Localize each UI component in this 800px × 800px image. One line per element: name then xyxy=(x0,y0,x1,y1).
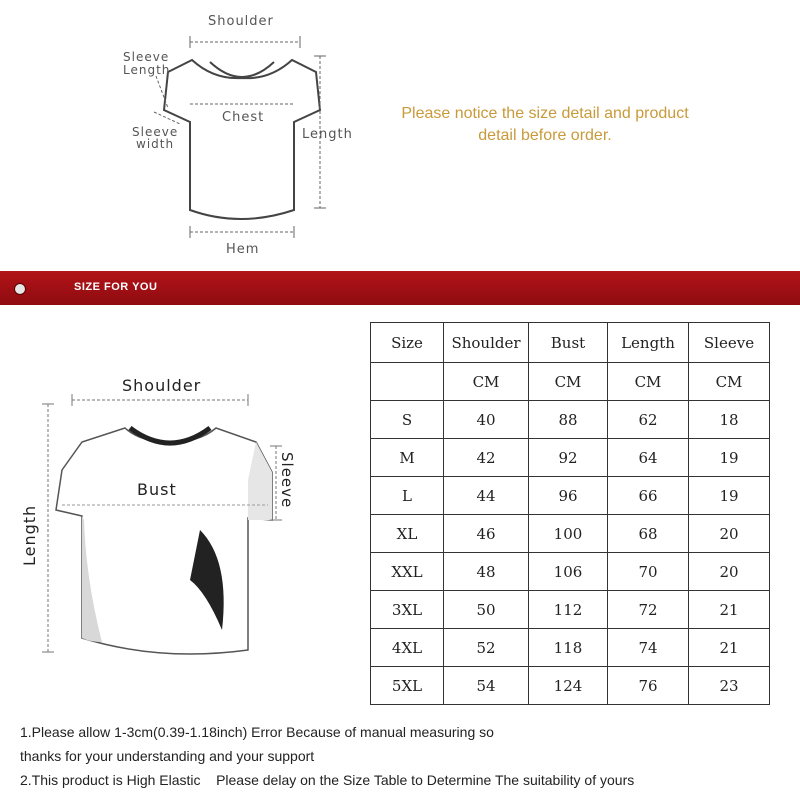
length-cell: 74 xyxy=(608,629,689,667)
bust-cell: 112 xyxy=(529,591,608,629)
shoulder-cell: 40 xyxy=(444,401,529,439)
top-length-label: Length xyxy=(302,127,353,142)
size-cell: 3XL xyxy=(371,591,444,629)
shoulder-cell: 54 xyxy=(444,667,529,705)
notice-line-2: detail before order. xyxy=(478,127,612,144)
length-cell: 62 xyxy=(608,401,689,439)
sleeve-cell: 20 xyxy=(689,515,770,553)
main-length-label: Length xyxy=(20,504,39,566)
top-hem-label: Hem xyxy=(226,242,260,257)
table-row xyxy=(371,515,770,553)
table-row xyxy=(371,667,770,705)
unit-cell: CM xyxy=(608,363,689,401)
bust-cell: 118 xyxy=(529,629,608,667)
notice-text xyxy=(350,103,740,147)
size-notes xyxy=(20,720,780,792)
note-line-2: thanks for your understanding and your support xyxy=(20,748,315,764)
size-cell: 4XL xyxy=(371,629,444,667)
bust-cell: 106 xyxy=(529,553,608,591)
header-length: Length xyxy=(608,323,689,363)
tshirt-photo-icon xyxy=(10,370,320,690)
table-row xyxy=(371,477,770,515)
bust-cell: 88 xyxy=(529,401,608,439)
shoulder-cell: 46 xyxy=(444,515,529,553)
table-row xyxy=(371,591,770,629)
bust-cell: 124 xyxy=(529,667,608,705)
note-line-1: 1.Please allow 1-3cm(0.39-1.18inch) Error Because of manual measuring so xyxy=(20,724,494,740)
sleeve-cell: 18 xyxy=(689,401,770,439)
main-bust-label: Bust xyxy=(137,480,177,499)
bust-cell: 100 xyxy=(529,515,608,553)
header-size: Size xyxy=(371,323,444,363)
table-units-row xyxy=(371,363,770,401)
table-row xyxy=(371,439,770,477)
header-shoulder: Shoulder xyxy=(444,323,529,363)
length-cell: 76 xyxy=(608,667,689,705)
sleeve-cell: 21 xyxy=(689,629,770,667)
unit-cell: CM xyxy=(529,363,608,401)
top-sleeve-width-label-2: width xyxy=(136,137,175,151)
size-cell: S xyxy=(371,401,444,439)
bust-cell: 96 xyxy=(529,477,608,515)
table-row xyxy=(371,629,770,667)
header-bust: Bust xyxy=(529,323,608,363)
size-cell: M xyxy=(371,439,444,477)
table-header-row xyxy=(371,323,770,363)
sleeve-cell: 20 xyxy=(689,553,770,591)
sleeve-cell: 19 xyxy=(689,477,770,515)
sleeve-cell: 23 xyxy=(689,667,770,705)
sleeve-cell: 21 xyxy=(689,591,770,629)
length-cell: 70 xyxy=(608,553,689,591)
length-cell: 64 xyxy=(608,439,689,477)
shoulder-cell: 52 xyxy=(444,629,529,667)
top-sleeve-width-label-1: Sleeve xyxy=(132,125,179,139)
size-cell: XXL xyxy=(371,553,444,591)
header-sleeve: Sleeve xyxy=(689,323,770,363)
top-shoulder-label: Shoulder xyxy=(208,14,274,29)
sleeve-cell: 19 xyxy=(689,439,770,477)
shoulder-cell: 48 xyxy=(444,553,529,591)
table-row xyxy=(371,401,770,439)
banner-title: SIZE FOR YOU xyxy=(74,281,158,293)
shoulder-cell: 42 xyxy=(444,439,529,477)
main-sleeve-label: Sleeve xyxy=(278,452,296,509)
size-table xyxy=(370,322,770,705)
size-banner xyxy=(0,271,800,305)
length-cell: 72 xyxy=(608,591,689,629)
length-cell: 68 xyxy=(608,515,689,553)
size-cell: XL xyxy=(371,515,444,553)
top-chest-label: Chest xyxy=(222,110,265,125)
shoulder-cell: 50 xyxy=(444,591,529,629)
bust-cell: 92 xyxy=(529,439,608,477)
top-sleeve-length-label-1: Sleeve xyxy=(123,50,170,64)
size-cell: L xyxy=(371,477,444,515)
length-cell: 66 xyxy=(608,477,689,515)
main-shoulder-label: Shoulder xyxy=(122,376,202,395)
unit-cell: CM xyxy=(444,363,529,401)
shoulder-cell: 44 xyxy=(444,477,529,515)
main-measurement-diagram xyxy=(10,370,320,690)
note-line-3: 2.This product is High Elastic Please delay on the Size Table to Determine The suitability of yours xyxy=(20,772,635,788)
table-row xyxy=(371,553,770,591)
size-cell: 5XL xyxy=(371,667,444,705)
unit-cell xyxy=(371,363,444,401)
notice-line-1: Please notice the size detail and product xyxy=(401,105,689,122)
top-sleeve-length-label-2: Length xyxy=(123,63,171,77)
banner-bullet-icon xyxy=(14,283,26,295)
unit-cell: CM xyxy=(689,363,770,401)
